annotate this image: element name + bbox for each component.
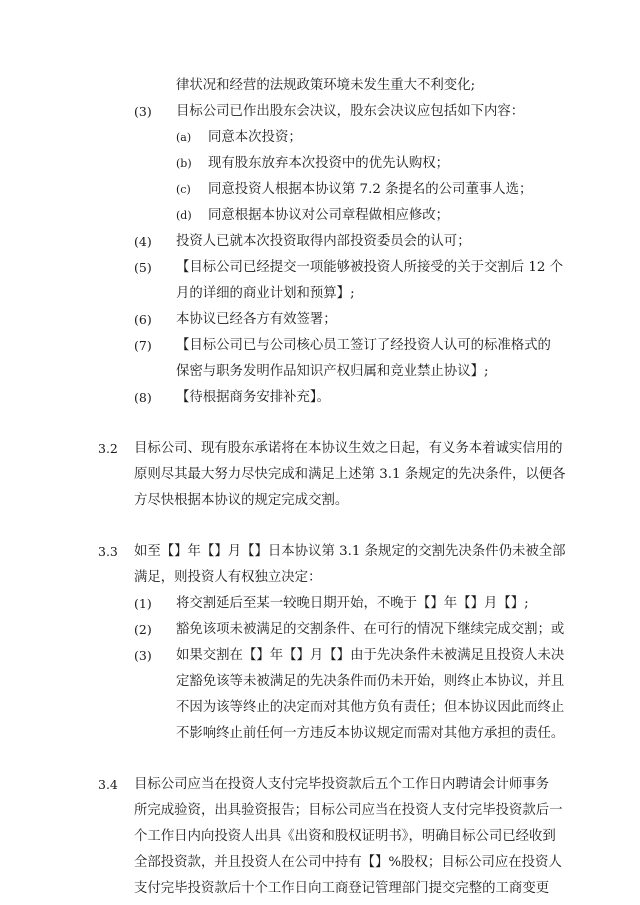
section-number: 3.3 bbox=[98, 544, 118, 559]
section-text: 如至【】年【】月【】日本协议第 3.1 条规定的交割先决条件仍未被全部 bbox=[134, 544, 566, 559]
section-text: 目标公司、现有股东承诺将在本协议生效之日起，有义务本着诚实信用的 bbox=[134, 441, 563, 456]
item-text: 目标公司已作出股东会决议，股东会决议应包括如下内容： bbox=[176, 104, 525, 119]
section-text: 满足，则投资人有权独立决定： bbox=[134, 570, 322, 585]
item-number: (3) bbox=[134, 104, 152, 119]
item-text: 豁免该项未被满足的交割条件、在可行的情况下继续完成交割；或 bbox=[176, 622, 565, 637]
section-number: 3.4 bbox=[98, 777, 118, 792]
item-number: (8) bbox=[134, 390, 152, 405]
item-number: (4) bbox=[134, 234, 152, 249]
item-text: 本协议已经各方有效签署； bbox=[176, 312, 337, 327]
item-text: 【待根据商务安排补充】。 bbox=[176, 390, 330, 405]
item-text: 不因为该等终止的决定而对其他方负有责任；但本协议因此而终止 bbox=[176, 700, 565, 715]
subitem-number: (b) bbox=[176, 157, 192, 170]
section-text: 所完成验资，出具验资报告；目标公司应当在投资人支付完毕投资款后一 bbox=[134, 803, 563, 818]
subitem-number: (a) bbox=[176, 131, 192, 144]
subitem-number: (d) bbox=[176, 209, 192, 222]
item-text: 保密与职务发明作品知识产权归属和竞业禁止协议】; bbox=[176, 364, 489, 379]
item-text: 投资人已就本次投资取得内部投资委员会的认可； bbox=[176, 234, 471, 249]
section-text: 支付完毕投资款后十个工作日向工商登记管理部门提交完整的工商变更 bbox=[134, 881, 550, 896]
item-number: (1) bbox=[134, 596, 152, 611]
item-text: 【目标公司已经提交一项能够被投资人所接受的关于交割后 12 个 bbox=[176, 260, 564, 275]
section-text: 个工作日内向投资人出具《出资和股权证明书》，明确目标公司已经收到 bbox=[134, 829, 556, 844]
item-text: 【目标公司已与公司核心员工签订了经投资人认可的标准格式的 bbox=[176, 338, 551, 353]
subitem-text: 现有股东放弃本次投资中的优先认购权； bbox=[208, 156, 450, 171]
item-text: 将交割延后至某一较晚日期开始，不晚于【】年【】月【】; bbox=[176, 596, 529, 611]
item-text: 不影响终止前任何一方违反本协议规定而需对其他方承担的责任。 bbox=[176, 726, 565, 741]
section-text: 全部投资款，并且投资人在公司中持有【】%股权；目标公司应在投资人 bbox=[134, 855, 562, 870]
subitem-text: 同意本次投资； bbox=[208, 130, 302, 145]
item-text: 如果交割在【】年【】月【】由于先决条件未被满足且投资人未决 bbox=[176, 648, 565, 663]
section-text: 目标公司应当在投资人支付完毕投资款后五个工作日内聘请会计师事务 bbox=[134, 777, 550, 792]
item-number: (7) bbox=[134, 338, 152, 353]
section-text: 方尽快根据本协议的规定完成交割。 bbox=[134, 493, 349, 508]
item-number: (2) bbox=[134, 622, 152, 637]
item-text: 定豁免该等未被满足的先决条件而仍未开始，则终止本协议，并且 bbox=[176, 674, 565, 689]
section-text: 原则尽其最大努力尽快完成和满足上述第 3.1 条规定的先决条件，以便各 bbox=[134, 467, 566, 482]
item-number: (6) bbox=[134, 312, 152, 327]
continuation-line: 律状况和经营的法规政策环境未发生重大不利变化; bbox=[176, 78, 476, 93]
subitem-text: 同意根据本协议对公司章程做相应修改； bbox=[208, 208, 450, 223]
section-number: 3.2 bbox=[98, 441, 118, 456]
subitem-text: 同意投资人根据本协议第 7.2 条提名的公司董事人选； bbox=[208, 182, 533, 197]
item-number: (5) bbox=[134, 260, 152, 275]
item-number: (3) bbox=[134, 648, 152, 663]
item-text: 月的详细的商业计划和预算】; bbox=[176, 286, 355, 301]
subitem-number: (c) bbox=[176, 183, 191, 196]
